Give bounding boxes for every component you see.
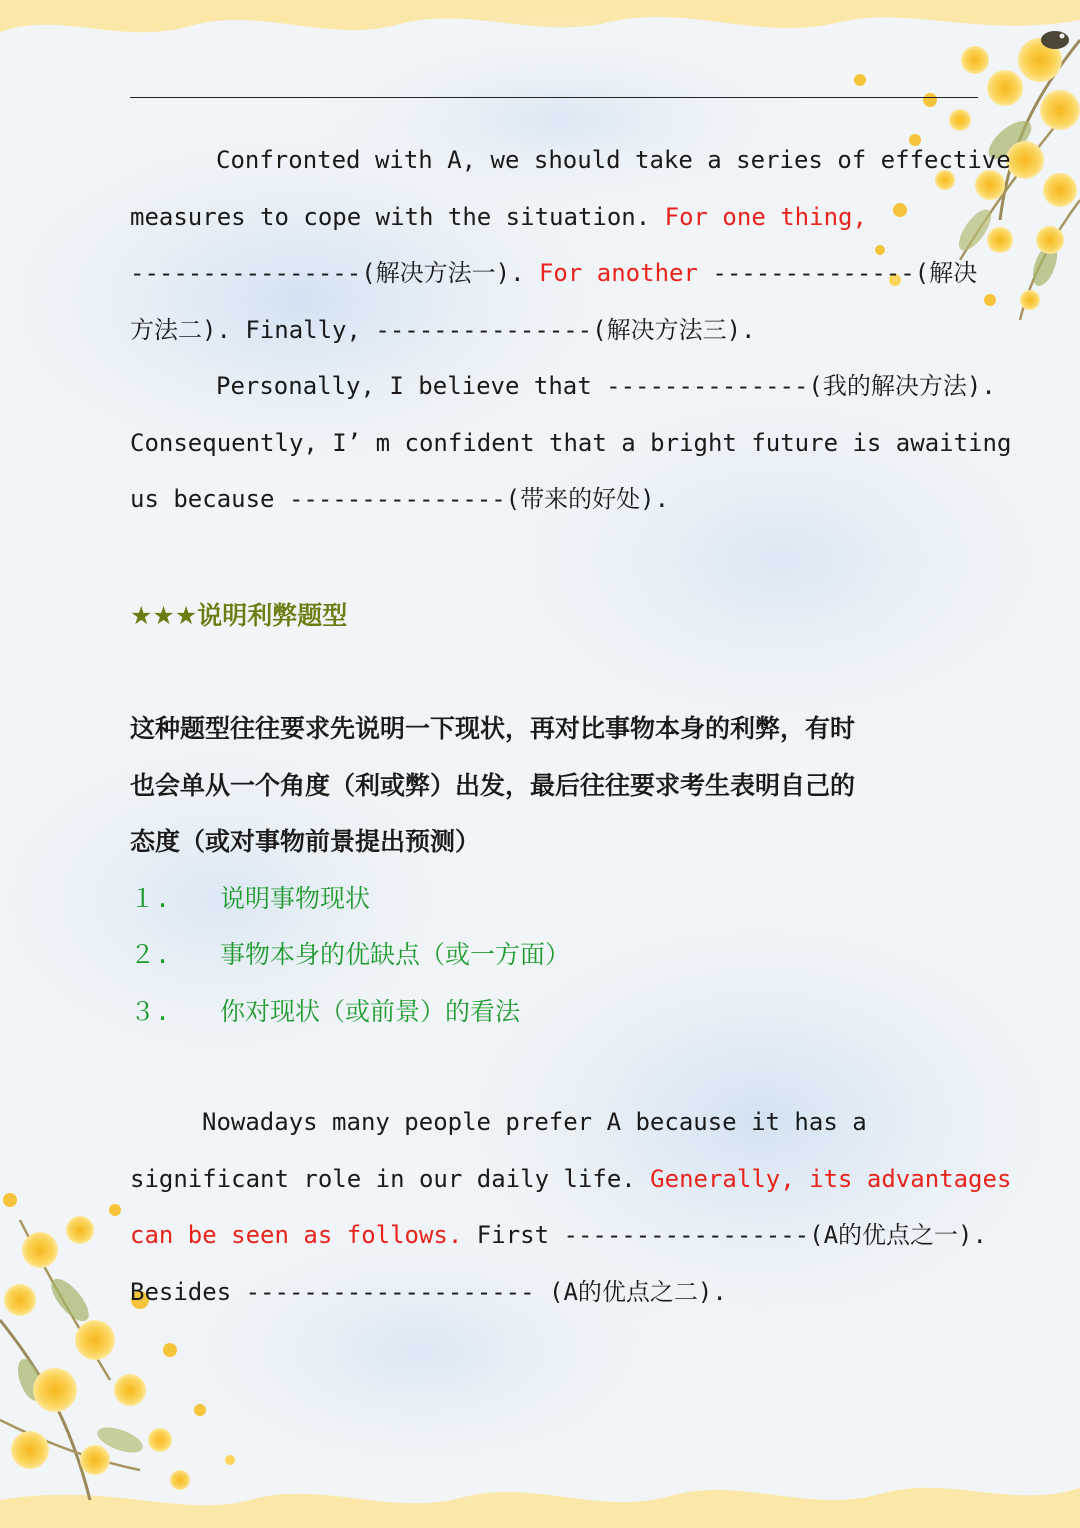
list-number: １.: [130, 884, 171, 913]
text-run: significant role in our daily life.: [130, 1165, 651, 1193]
text-run: Confronted with A, we should take a series of effective: [216, 146, 1011, 174]
list-text: 说明事物现状: [220, 884, 371, 913]
template2-line-3: [130, 1220, 987, 1250]
header-divider: [130, 97, 978, 98]
template2-line-1: [202, 1107, 867, 1137]
text-run: Personally, I believe that --------------(我的解决方法).: [216, 372, 996, 400]
intro-line-3: 态度（或对事物前景提出预测）: [130, 827, 481, 856]
highlight-for-one-thing: For one thing,: [664, 203, 867, 231]
list-item: [130, 879, 370, 915]
template1-line-2: [130, 202, 867, 232]
text-run: ----------------(解决方法一).: [130, 259, 539, 287]
template1-line-5: [216, 371, 996, 401]
template1-line-7: [130, 484, 669, 514]
text-run: Nowadays many people prefer A because it has a: [202, 1108, 867, 1136]
list-text: 你对现状（或前景）的看法: [220, 997, 521, 1026]
template1-line-6: [130, 428, 1011, 458]
list-item: [130, 992, 520, 1028]
highlight-seen-as-follows: can be seen as follows.: [130, 1221, 463, 1249]
template2-line-4: [130, 1277, 727, 1307]
text-run: 方法二). Finally, ---------------(解决方法三).: [130, 316, 756, 344]
template1-line-3: [130, 258, 977, 288]
text-run: Consequently, I’ m confident that a bright future is awaiting: [130, 429, 1012, 457]
highlight-generally: Generally, its advantages: [650, 1165, 1012, 1193]
highlight-for-another: For another: [538, 259, 698, 287]
text-run: --------------(解决: [697, 259, 978, 287]
list-number: ３.: [130, 997, 171, 1026]
text-run: measures to cope with the situation.: [130, 203, 665, 231]
text-run: First -----------------(A的优点之一).: [462, 1221, 987, 1249]
intro-line-1: 这种题型往往要求先说明一下现状，再对比事物本身的利弊，有时: [130, 714, 856, 743]
template2-line-2: [130, 1164, 1011, 1194]
section-heading: ★★★说明利弊题型: [130, 601, 348, 630]
template1-line-1: [130, 145, 1011, 175]
list-item: [130, 935, 570, 971]
template1-line-4: [130, 315, 755, 345]
list-number: ２.: [130, 940, 171, 969]
intro-line-2: 也会单从一个角度（利或弊）出发，最后往往要求考生表明自己的: [130, 771, 856, 800]
list-text: 事物本身的优缺点（或一方面）: [220, 940, 571, 969]
text-run: us because ---------------(带来的好处).: [130, 485, 670, 513]
text-run: Besides -------------------- (A的优点之二).: [130, 1278, 727, 1306]
